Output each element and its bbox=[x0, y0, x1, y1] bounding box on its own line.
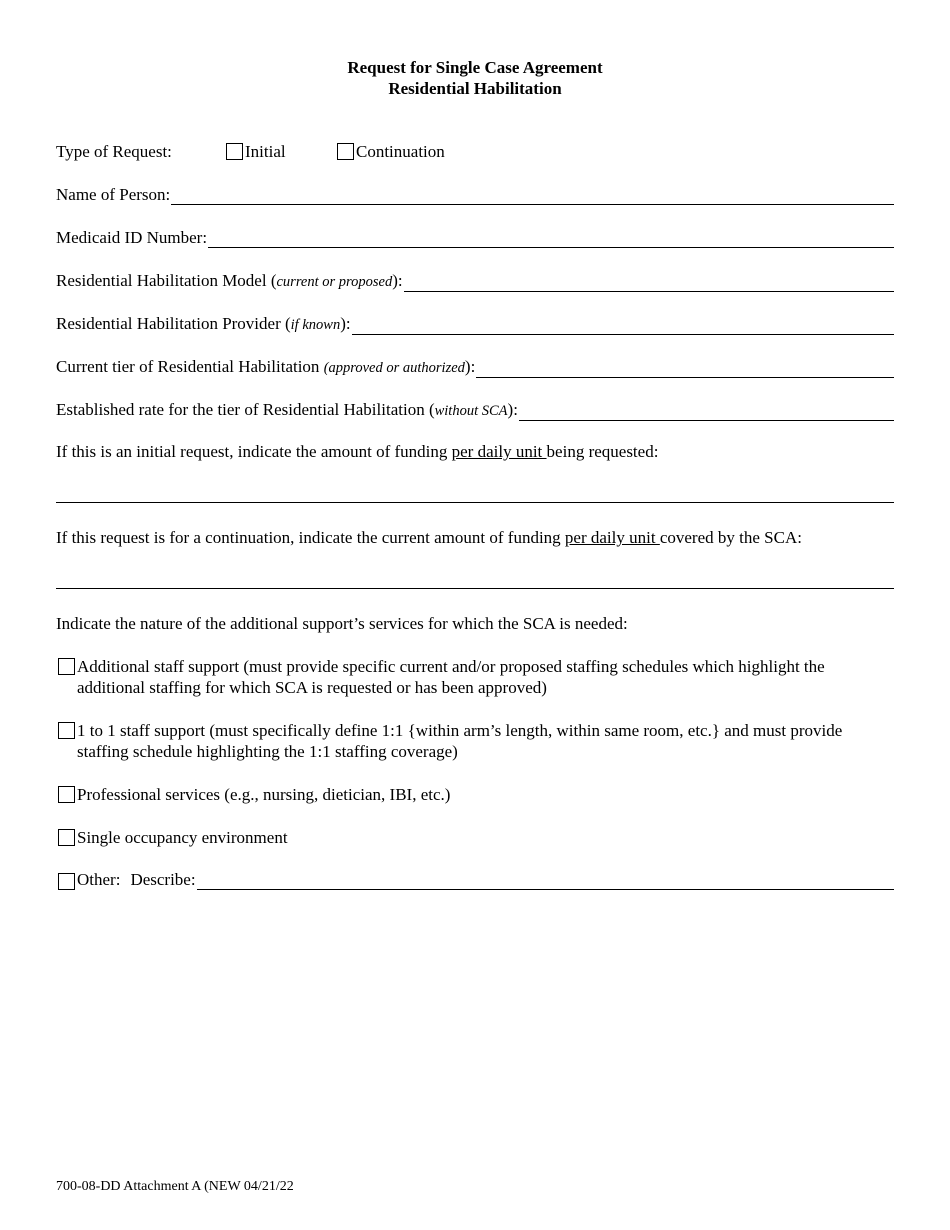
professional-label: Professional services (e.g., nursing, dietician, IBI, etc.) bbox=[77, 785, 451, 804]
describe-label: Describe: bbox=[130, 870, 196, 889]
additional-staff-checkbox[interactable] bbox=[58, 658, 75, 675]
initial-request-prompt: If this is an initial request, indicate the amount of funding per daily unit being requested: bbox=[56, 442, 659, 461]
other-describe-field[interactable] bbox=[197, 874, 894, 890]
other-row bbox=[56, 870, 894, 890]
single-occupancy-checkbox[interactable] bbox=[58, 829, 75, 846]
initial-option[interactable] bbox=[226, 142, 337, 162]
medicaid-id-label: Medicaid ID Number: bbox=[56, 228, 208, 247]
name-of-person-field[interactable] bbox=[171, 189, 894, 205]
initial-label: Initial bbox=[245, 142, 286, 161]
type-of-request-label: Type of Request: bbox=[56, 142, 172, 161]
model-row bbox=[56, 271, 894, 292]
medicaid-id-row bbox=[56, 228, 894, 248]
one-to-one-label: 1 to 1 staff support (must specifically define 1:1 {within arm’s length, within same room, etc.} and must provide staffing schedule highlighting the 1:1 staffing coverage) bbox=[77, 721, 843, 761]
continuation-label: Continuation bbox=[356, 142, 445, 161]
provider-label: Residential Habilitation Provider (if known): bbox=[56, 314, 351, 333]
form-footer: 700-08-DD Attachment A (NEW 04/21/22 bbox=[56, 1179, 294, 1194]
page-title: Request for Single Case Agreement bbox=[347, 58, 603, 77]
rate-row bbox=[56, 400, 894, 421]
service-option-professional[interactable] bbox=[56, 784, 894, 805]
type-of-request-row bbox=[56, 142, 894, 162]
tier-row bbox=[56, 357, 894, 378]
rate-label: Established rate for the tier of Residential Habilitation (without SCA): bbox=[56, 400, 518, 419]
service-option-one-to-one[interactable] bbox=[56, 720, 894, 762]
provider-field[interactable] bbox=[352, 319, 894, 335]
initial-checkbox[interactable] bbox=[226, 143, 243, 160]
name-of-person-label: Name of Person: bbox=[56, 185, 171, 204]
tier-label: Current tier of Residential Habilitation (approved or authorized): bbox=[56, 357, 476, 376]
one-to-one-checkbox[interactable] bbox=[58, 722, 75, 739]
model-label: Residential Habilitation Model (current or proposed): bbox=[56, 271, 403, 290]
continuation-option[interactable] bbox=[337, 142, 445, 162]
service-option-additional-staff[interactable] bbox=[56, 656, 894, 698]
tier-field[interactable] bbox=[476, 362, 894, 378]
additional-staff-label: Additional staff support (must provide specific current and/or proposed staffing schedules which highlight the additional staffing for which SCA is requested or has been approved) bbox=[77, 657, 825, 697]
continuation-request-prompt: If this request is for a continuation, indicate the current amount of funding per daily unit covered by the SCA: bbox=[56, 528, 802, 547]
professional-checkbox[interactable] bbox=[58, 786, 75, 803]
other-checkbox[interactable] bbox=[58, 873, 75, 890]
services-prompt: Indicate the nature of the additional support’s services for which the SCA is needed: bbox=[56, 614, 628, 633]
name-of-person-row bbox=[56, 185, 894, 205]
rate-field[interactable] bbox=[519, 405, 894, 421]
continuation-checkbox[interactable] bbox=[337, 143, 354, 160]
page-subtitle: Residential Habilitation bbox=[388, 79, 562, 98]
service-option-single-occupancy[interactable] bbox=[56, 827, 894, 848]
medicaid-id-field[interactable] bbox=[208, 232, 894, 248]
continuation-funding-field[interactable] bbox=[56, 588, 894, 589]
single-occupancy-label: Single occupancy environment bbox=[77, 828, 288, 847]
provider-row bbox=[56, 314, 894, 335]
model-field[interactable] bbox=[404, 276, 894, 292]
initial-funding-field[interactable] bbox=[56, 502, 894, 503]
other-label: Other: bbox=[77, 870, 121, 889]
